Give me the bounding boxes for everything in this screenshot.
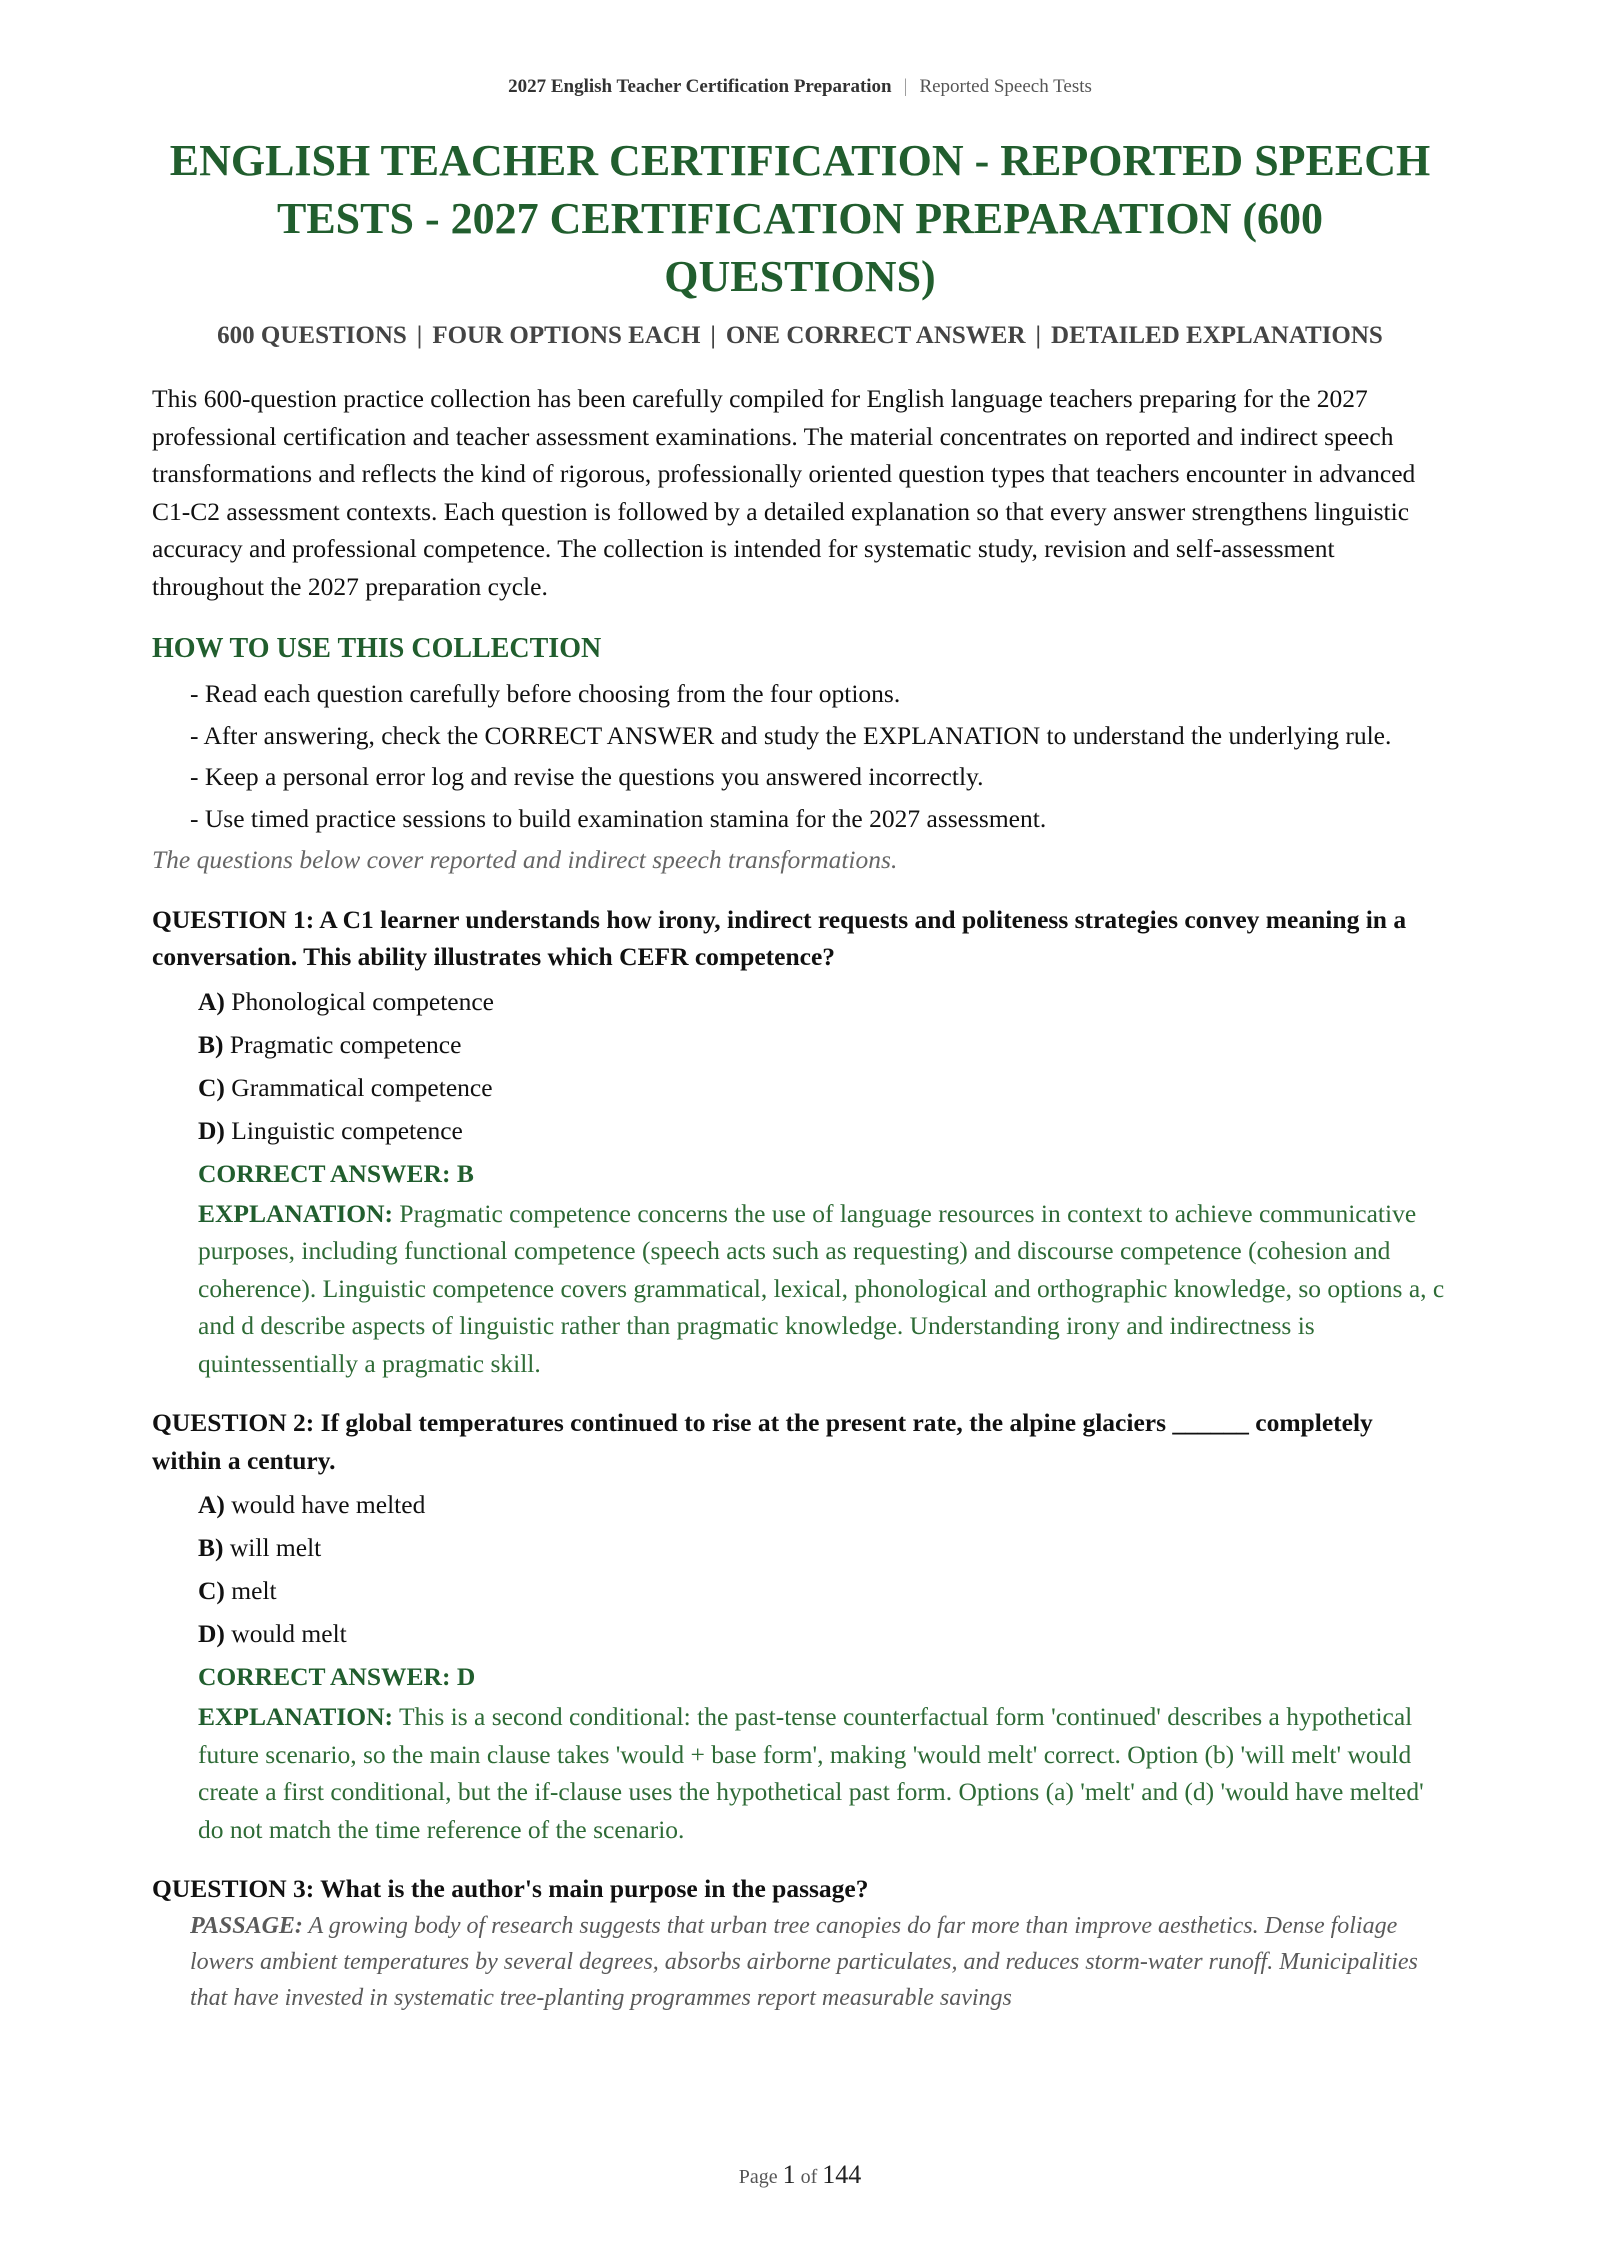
how-to-heading: HOW TO USE THIS COLLECTION <box>152 633 602 664</box>
option-text: Phonological competence <box>231 986 495 1016</box>
option-letter: D) <box>198 1619 225 1648</box>
subtitle-item: DETAILED EXPLANATIONS <box>1051 322 1383 349</box>
explanation-label: EXPLANATION: <box>198 1198 394 1228</box>
question-1 <box>152 901 1447 1383</box>
subtitle-item: FOUR OPTIONS EACH <box>432 322 701 349</box>
subtitle-item: 600 QUESTIONS <box>217 322 407 349</box>
page-footer <box>0 2160 1600 2190</box>
explanation-text: This is a second conditional: the past-tense counterfactual form 'continued' describes a hypothetical future scenario, so the main clause takes 'would + base form', making 'would melt' correct. Option (b) 'will melt' would create a first conditional, but the if-clause uses the hypothetical past form. Options (a) 'melt' and (d) 'would have melted' do not match the time reference of the scenario. <box>198 1702 1424 1844</box>
instruction-item: - Use timed practice sessions to build examination stamina for the 2027 assessment. <box>190 803 1047 833</box>
option-letter: C) <box>198 1072 225 1102</box>
subtitle-separator: | <box>710 322 716 349</box>
explanation <box>152 1195 1447 1383</box>
correct-answer: CORRECT ANSWER: D <box>198 1662 476 1691</box>
page-number: 1 <box>782 2160 796 2189</box>
option-c <box>198 1066 1447 1109</box>
page-label: Page <box>738 2166 778 2188</box>
document-body <box>152 380 1447 2016</box>
document-title: ENGLISH TEACHER CERTIFICATION - REPORTED SPEECH TESTS - 2027 CERTIFICATION PREPARATION (600 QUESTIONS) <box>169 136 1431 301</box>
intro-paragraph: This 600-question practice collection has been carefully compiled for English language teachers preparing for the 2027 professional certification and teacher assessment examinations. The material concentrates on reported and indirect speech transformations and reflects the kind of rigorous, professionally oriented question types that teachers encounter in advanced C1-C2 assessment contexts. Each question is followed by a detailed explanation so that every answer strengthens linguistic accuracy and professional competence. The collection is intended for systematic study, revision and self-assessment throughout the 2027 preparation cycle. <box>152 384 1416 601</box>
correct-answer: CORRECT ANSWER: B <box>198 1158 474 1188</box>
running-header <box>0 76 1600 98</box>
option-d <box>198 1612 1447 1655</box>
scope-note: The questions below cover reported and indirect speech transformations. <box>152 845 898 874</box>
option-b <box>198 1023 1447 1066</box>
options-list <box>152 980 1447 1152</box>
option-text: will melt <box>229 1533 322 1562</box>
instructions-list <box>152 675 1447 837</box>
option-b <box>198 1526 1447 1569</box>
option-text: would melt <box>231 1619 347 1648</box>
option-letter: D) <box>198 1115 225 1145</box>
reading-passage <box>152 1908 1447 2016</box>
question-2 <box>152 1404 1447 1848</box>
option-letter: B) <box>198 1533 224 1562</box>
header-section-title: Reported Speech Tests <box>919 76 1092 97</box>
option-a <box>198 1483 1447 1526</box>
option-text: would have melted <box>231 1490 426 1519</box>
page-total: 144 <box>822 2160 862 2189</box>
question-3 <box>152 1870 1447 2016</box>
subtitle-separator: | <box>416 322 423 349</box>
option-letter: B) <box>198 1029 224 1059</box>
subtitle-item: ONE CORRECT ANSWER <box>725 322 1026 349</box>
passage-text: A growing body of research suggests that urban tree canopies do far more than improve aesthetics. Dense foliage lowers ambient temperatures by several degrees, absorbs airborne particulates, and reduces storm-water runoff. Municipalities that have invested in systematic tree-planting programmes report measurable savings <box>190 1912 1418 2011</box>
question-stem: QUESTION 1: A C1 learner understands how irony, indirect requests and politeness strategies convey meaning in a conversation. This ability illustrates which CEFR competence? <box>152 904 1407 971</box>
option-letter: A) <box>198 1490 225 1519</box>
subtitle-separator: | <box>1035 322 1042 349</box>
option-c <box>198 1569 1447 1612</box>
header-separator: | <box>903 76 908 97</box>
of-label: of <box>800 2166 818 2188</box>
option-text: Linguistic competence <box>231 1115 463 1145</box>
option-a <box>198 980 1447 1023</box>
question-stem: QUESTION 3: What is the author's main purpose in the passage? <box>152 1874 869 1903</box>
instruction-item: - Keep a personal error log and revise the questions you answered incorrectly. <box>190 762 984 791</box>
option-text: melt <box>231 1576 277 1605</box>
option-text: Pragmatic competence <box>229 1029 462 1059</box>
header-series-title: 2027 English Teacher Certification Preparation <box>508 76 892 97</box>
option-letter: A) <box>198 986 225 1016</box>
subtitle-bar <box>100 322 1500 350</box>
option-text: Grammatical competence <box>231 1072 493 1102</box>
passage-label: PASSAGE: <box>190 1912 303 1939</box>
explanation-label: EXPLANATION: <box>198 1702 394 1731</box>
options-list <box>152 1483 1447 1655</box>
instruction-item: - Read each question carefully before choosing from the four options. <box>190 679 901 708</box>
explanation <box>152 1698 1447 1848</box>
instruction-item: - After answering, check the CORRECT ANSWER and study the EXPLANATION to understand the underlying rule. <box>190 720 1392 750</box>
option-d <box>198 1109 1447 1152</box>
explanation-text: Pragmatic competence concerns the use of language resources in context to achieve communicative purposes, including functional competence (speech acts such as requesting) and discourse competence (cohesion and coherence). Linguistic competence covers grammatical, lexical, phonological and orthographic knowledge, so options a, c and d describe aspects of linguistic rather than pragmatic knowledge. Understanding irony and indirectness is quintessentially a pragmatic skill. <box>198 1198 1445 1378</box>
question-stem: QUESTION 2: If global temperatures continued to rise at the present rate, the alpine glaciers ______ completely within a century. <box>152 1408 1373 1475</box>
option-letter: C) <box>198 1576 225 1605</box>
